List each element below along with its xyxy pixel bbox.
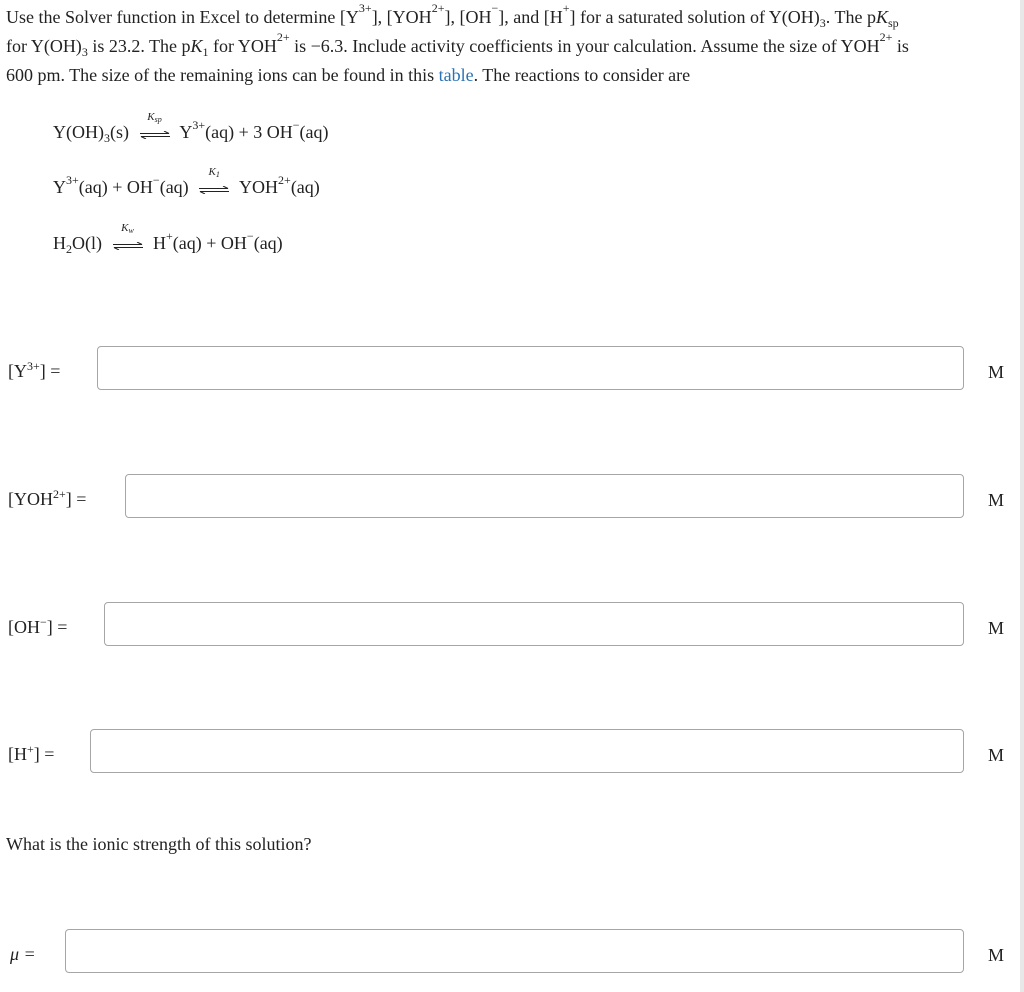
ionic-strength-label: μ = [10,944,36,964]
yoh-concentration-input[interactable] [125,474,964,518]
scrollbar-track[interactable] [1020,0,1024,992]
y3-concentration-label: $[Y^{3+}]$ = [8,359,61,381]
reaction-kw: $H_2O(l)$ $K_w$ H+(aq) + OH−(aq) [53,221,283,256]
oh-concentration-input[interactable] [104,602,964,646]
oh-unit: M [988,618,1005,638]
problem-statement: Use the Solver function in Excel to determine $[Y^{3+}]$, $[YOH^{2+}]$, [OH−], and [H+] for a saturated solution of $Y(OH)_3$. The $pK_{sp}$ for $Y(OH)_3$ is 23.2. The $pK_1$ for $YOH^{2+}$ is −6.3. Include activity coefficients in your calculation. Assume the size of $YOH^{2+}$ is 600 pm. The size of the remaining ions can be found in this table. The reactions to consider are [6,1,909,85]
equilibrium-arrow-icon: $K_w$ [111,238,145,252]
ionic-strength-unit: M [988,945,1005,965]
ionic-strength-input[interactable] [65,929,964,973]
ion-size-table-link[interactable]: table [438,65,474,85]
oh-concentration-label: [OH−] = [8,615,68,637]
y3-concentration-input[interactable] [97,346,964,390]
yoh-concentration-label: $[YOH^{2+}]$ = [8,487,87,509]
yoh-unit: M [988,490,1005,510]
y3-unit: M [988,362,1005,382]
reaction-k1: $Y^{3+}(aq) + OH^-(aq)$ $K_1$ $YOH^{2+}(aq)$ [53,165,320,197]
h-unit: M [988,745,1005,765]
reaction-ksp: $Y(OH)_3(s)$ $K_{sp}$ $Y^{3+}(aq) + 3$ OH−(aq) [53,110,329,145]
equilibrium-arrow-icon: $K_1$ [197,182,231,196]
h-concentration-label: [H+] = [8,742,55,764]
equilibrium-arrow-icon: $K_{sp}$ [138,127,172,141]
h-concentration-input[interactable] [90,729,964,773]
ionic-strength-question: What is the ionic strength of this solution? [6,834,312,854]
